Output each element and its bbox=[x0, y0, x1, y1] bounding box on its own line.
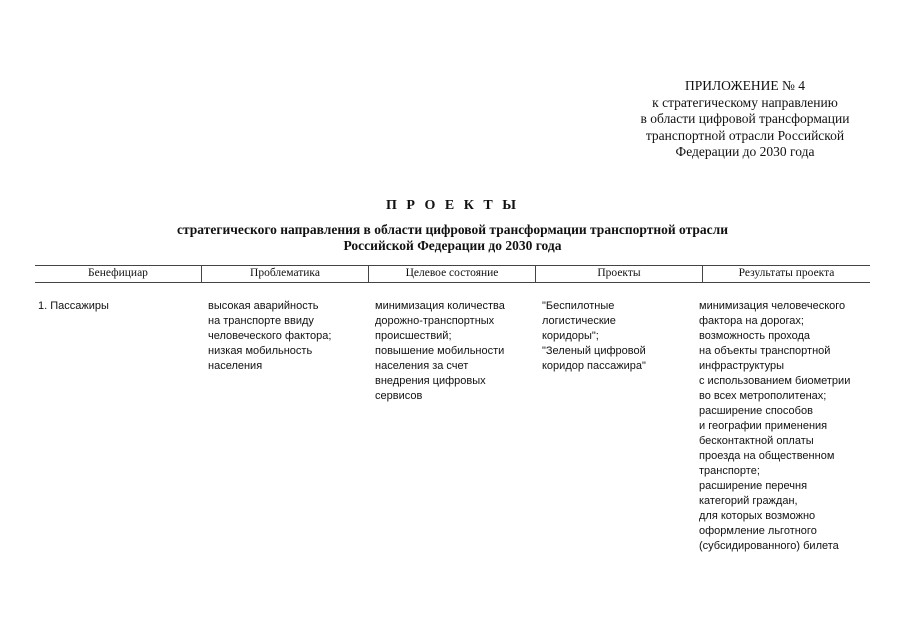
cell-line: низкая мобильность bbox=[208, 345, 313, 357]
cell-line: расширение способов bbox=[699, 405, 813, 417]
cell-line: минимизация человеческого bbox=[699, 300, 846, 312]
table-header-row bbox=[35, 265, 870, 283]
cell-problems bbox=[208, 299, 331, 374]
cell-line: и географии применения bbox=[699, 420, 828, 432]
appendix-line: ПРИЛОЖЕНИЕ № 4 bbox=[684, 78, 806, 93]
cell-line: внедрения цифровых bbox=[375, 375, 486, 387]
appendix-line: транспортной отрасли Российской bbox=[645, 127, 845, 143]
cell-line: с использованием биометрии bbox=[699, 375, 851, 387]
cell-line: "Беспилотные bbox=[542, 300, 615, 312]
cell-projects bbox=[542, 299, 646, 374]
cell-line: фактора на дорогах; bbox=[699, 315, 804, 327]
cell-line: минимизация количества bbox=[375, 300, 505, 312]
cell-line: дорожно-транспортных bbox=[375, 315, 495, 327]
header-target-state: Целевое состояние bbox=[369, 266, 536, 282]
cell-line: бесконтактной оплаты bbox=[699, 435, 814, 447]
cell-target-state bbox=[375, 299, 505, 404]
cell-line: 1. Пассажиры bbox=[38, 300, 109, 312]
cell-line: категорий граждан, bbox=[699, 495, 798, 507]
cell-line: высокая аварийность bbox=[208, 300, 319, 312]
header-projects: Проекты bbox=[536, 266, 703, 282]
header-beneficiary: Бенефициар bbox=[35, 266, 202, 282]
cell-line: населения bbox=[208, 360, 263, 372]
cell-line: (субсидированного) билета bbox=[699, 540, 839, 552]
cell-line: повышение мобильности bbox=[375, 345, 505, 357]
document-title: П Р О Е К Т Ы bbox=[386, 198, 519, 213]
cell-line: расширение перечня bbox=[699, 480, 808, 492]
appendix-line: к стратегическому направлению bbox=[652, 94, 838, 110]
cell-line: происшествий; bbox=[375, 330, 452, 342]
cell-line: логистические bbox=[542, 315, 616, 327]
cell-line: проезда на общественном bbox=[699, 450, 835, 462]
cell-line: населения за счет bbox=[375, 360, 469, 372]
cell-beneficiary bbox=[38, 299, 109, 314]
cell-line: транспорте; bbox=[699, 465, 760, 477]
subtitle-line: стратегического направления в области цифровой трансформации транспортной отрасли bbox=[177, 222, 728, 237]
projects-table bbox=[35, 265, 870, 552]
cell-line: сервисов bbox=[375, 390, 423, 402]
cell-line: на транспорте ввиду bbox=[208, 315, 314, 327]
appendix-line: в области цифровой трансформации bbox=[640, 111, 850, 126]
cell-line: для которых возможно bbox=[699, 510, 816, 522]
cell-line: оформление льготного bbox=[699, 525, 817, 537]
cell-line: человеческого фактора; bbox=[208, 330, 332, 342]
document-subtitle bbox=[100, 222, 805, 254]
cell-line: возможность прохода bbox=[699, 330, 811, 342]
cell-line: во всех метрополитенах; bbox=[699, 390, 827, 402]
cell-line: инфраструктуры bbox=[699, 360, 785, 372]
appendix-heading bbox=[600, 78, 890, 161]
cell-line: коридор пассажира" bbox=[542, 360, 646, 372]
cell-line: на объекты транспортной bbox=[699, 345, 831, 357]
cell-line: "Зеленый цифровой bbox=[542, 345, 646, 357]
subtitle-line: Российской Федерации до 2030 года bbox=[343, 238, 562, 253]
appendix-line: Федерации до 2030 года bbox=[675, 144, 815, 159]
header-problems: Проблематика bbox=[202, 266, 369, 282]
cell-results bbox=[699, 299, 850, 554]
cell-line: коридоры"; bbox=[542, 330, 599, 342]
header-results: Результаты проекта bbox=[738, 267, 835, 279]
